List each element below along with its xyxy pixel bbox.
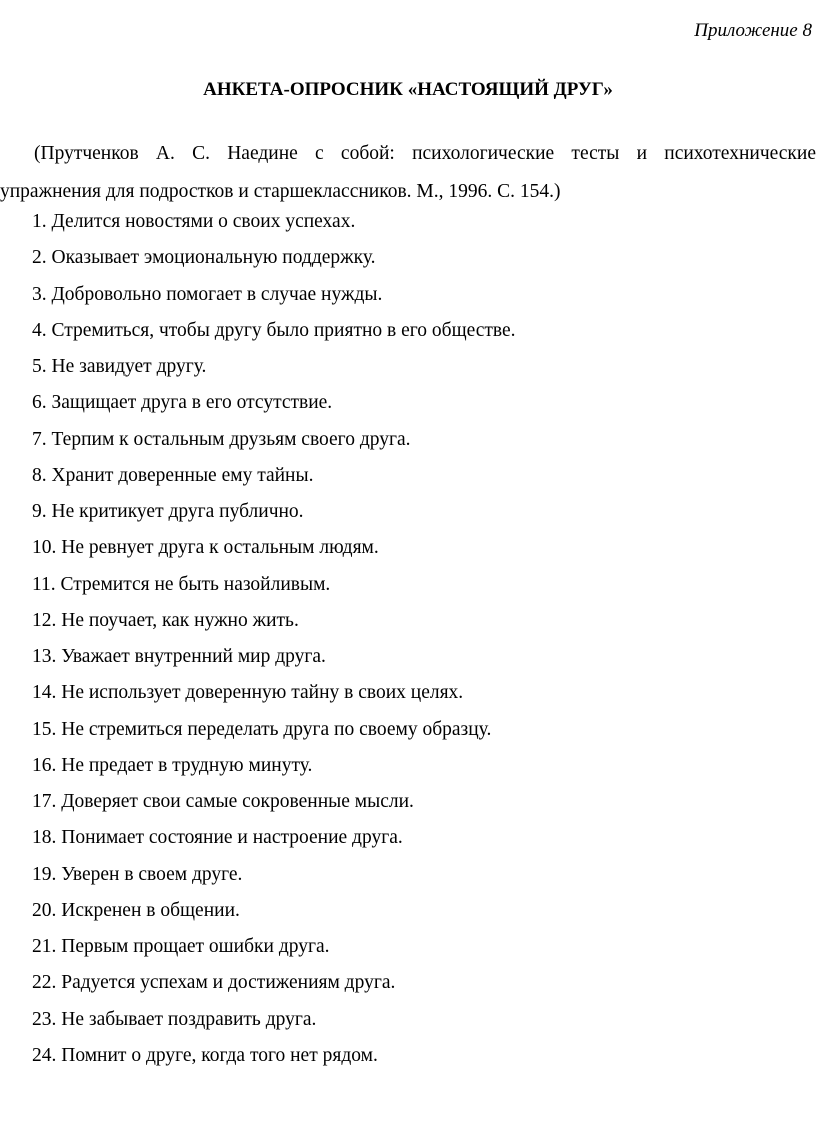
list-item: 14. Не использует доверенную тайну в своих целях. — [32, 682, 464, 704]
page-title: АНКЕТА-ОПРОСНИК «НАСТОЯЩИЙ ДРУГ» — [203, 79, 613, 100]
list-item: 20. Искренен в общении. — [32, 899, 240, 921]
source-citation-line-1: (Прутченков А. С. Наедине с собой: психологические тесты и психотехнические — [34, 143, 816, 164]
list-item: 12. Не поучает, как нужно жить. — [32, 609, 299, 631]
list-item: 22. Радуется успехам и достижениям друга. — [32, 972, 396, 994]
list-item: 21. Первым прощает ошибки друга. — [32, 936, 330, 957]
source-citation-line-2: упражнения для подростков и старшеклассников. М., 1996. С. 154.) — [0, 181, 561, 202]
list-item: 13. Уважает внутренний мир друга. — [32, 646, 326, 667]
list-item: 18. Понимает состояние и настроение друга. — [32, 827, 403, 849]
list-item: 7. Терпим к остальным друзьям своего друга. — [32, 428, 411, 450]
list-item: 5. Не завидует другу. — [32, 356, 207, 377]
list-item: 17. Доверяет свои самые сокровенные мысли. — [32, 791, 414, 812]
list-item: 9. Не критикует друга публично. — [32, 501, 304, 522]
list-item: 23. Не забывает поздравить друга. — [32, 1008, 317, 1030]
questionnaire-list — [32, 204, 516, 1074]
list-item: 19. Уверен в своем друге. — [32, 863, 243, 885]
list-item: 6. Защищает друга в его отсутствие. — [32, 392, 333, 414]
list-item: 2. Оказывает эмоциональную поддержку. — [32, 247, 376, 269]
list-item: 15. Не стремиться переделать друга по своему образцу. — [32, 718, 492, 740]
list-item: 24. Помнит о друге, когда того нет рядом. — [32, 1044, 378, 1066]
list-item: 10. Не ревнует друга к остальным людям. — [32, 537, 379, 559]
list-item: 11. Стремится не быть назойливым. — [32, 573, 331, 595]
appendix-label: Приложение 8 — [694, 20, 812, 41]
list-item: 16. Не предает в трудную минуту. — [32, 754, 313, 776]
list-item: 1. Делится новостями о своих успехах. — [32, 211, 356, 232]
list-item: 3. Добровольно помогает в случае нужды. — [32, 283, 383, 305]
list-item: 4. Стремиться, чтобы другу было приятно в его обществе. — [32, 319, 516, 341]
list-item: 8. Хранит доверенные ему тайны. — [32, 464, 314, 486]
source-citation — [0, 135, 816, 211]
